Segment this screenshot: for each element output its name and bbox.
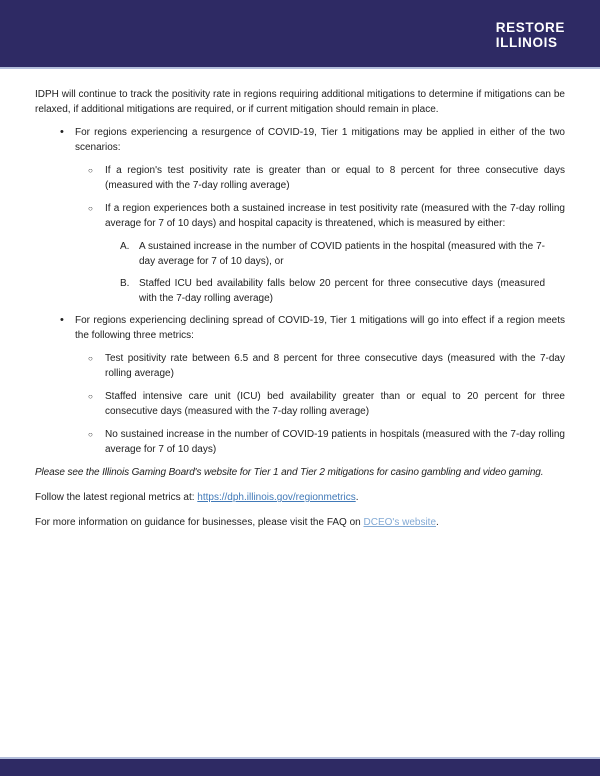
subbullet-text: Test positivity rate between 6.5 and 8 percent for three consecutive days (measured with the 7-day rolling average) bbox=[105, 353, 565, 379]
subbullet-text: Staffed intensive care unit (ICU) bed availability greater than or equal to 20 percent for three consecutive days (measured with the 7-day rolling average) bbox=[105, 391, 565, 417]
subbullet-no-sustained-increase bbox=[88, 427, 565, 457]
subbullet-text: No sustained increase in the number of COVID-19 patients in hospitals (measured with the 7-day rolling average for 7 of 10 days) bbox=[105, 429, 565, 455]
alpha-item-a bbox=[120, 239, 545, 269]
regional-metrics-line bbox=[35, 490, 565, 505]
alpha-marker-a: A. bbox=[120, 241, 130, 252]
document-body bbox=[0, 69, 600, 530]
subbullet-icu-availability bbox=[88, 389, 565, 419]
subbullet-text: If a region's test positivity rate is greater than or equal to 8 percent for three consecutive days (measured with the 7-day rolling average) bbox=[105, 165, 565, 191]
dceo-website-link[interactable]: DCEO's website bbox=[363, 517, 437, 528]
regionmetrics-link[interactable]: https://dph.illinois.gov/regionmetrics bbox=[197, 492, 356, 503]
bullet-declining-spread bbox=[60, 313, 565, 343]
faq-line-prefix: For more information on guidance for businesses, please visit the FAQ on bbox=[35, 517, 364, 528]
metrics-line-prefix: Follow the latest regional metrics at: bbox=[35, 492, 198, 503]
circle-bullet-marker: ○ bbox=[88, 166, 93, 175]
subbullet-text: If a region experiences both a sustained increase in test positivity rate (measured with the 7-day rolling average for 7 of 10 days) and hospital capacity is threatened, which is measured by either: bbox=[105, 203, 565, 229]
faq-line-suffix: . bbox=[436, 517, 439, 528]
subbullet-positivity-range bbox=[88, 351, 565, 381]
subbullet-positivity-8pct bbox=[88, 163, 565, 193]
header-bar bbox=[0, 0, 600, 69]
logo-line-restore: RESTORE bbox=[495, 20, 565, 35]
subbullet-sustained-increase bbox=[88, 201, 565, 231]
bullet-resurgence bbox=[60, 125, 565, 155]
circle-bullet-marker: ○ bbox=[88, 430, 93, 439]
disc-bullet-marker: • bbox=[60, 314, 64, 326]
bullet-text: For regions experiencing a resurgence of COVID-19, Tier 1 mitigations may be applied in either of the two scenarios: bbox=[75, 127, 565, 153]
bullet-text: For regions experiencing declining spread of COVID-19, Tier 1 mitigations will go into effect if a region meets the following three metrics: bbox=[75, 315, 565, 341]
intro-paragraph: IDPH will continue to track the positivity rate in regions requiring additional mitigations to determine if mitigations can be relaxed, if additional mitigations are required, or if current mitigation should remain in place. bbox=[35, 89, 565, 115]
disc-bullet-marker: • bbox=[60, 126, 64, 138]
footer-bar bbox=[0, 757, 600, 776]
alpha-item-b bbox=[120, 276, 545, 306]
alpha-item-text: A sustained increase in the number of COVID patients in the hospital (measured with the 7-day average for 7 of 10 days), or bbox=[139, 241, 545, 267]
metrics-line-suffix: . bbox=[355, 492, 359, 503]
faq-line bbox=[35, 515, 565, 530]
circle-bullet-marker: ○ bbox=[88, 204, 93, 213]
alpha-marker-b: B. bbox=[120, 278, 130, 289]
alpha-item-text: Staffed ICU bed availability falls below 20 percent for three consecutive days (measured with the 7-day rolling average) bbox=[139, 278, 545, 304]
logo-line-illinois: ILLINOIS bbox=[495, 35, 558, 50]
gaming-board-note: Please see the Illinois Gaming Board's website for Tier 1 and Tier 2 mitigations for casino gambling and video gaming. bbox=[35, 467, 544, 478]
circle-bullet-marker: ○ bbox=[88, 392, 93, 401]
circle-bullet-marker: ○ bbox=[88, 354, 93, 363]
restore-illinois-logo bbox=[496, 20, 565, 50]
